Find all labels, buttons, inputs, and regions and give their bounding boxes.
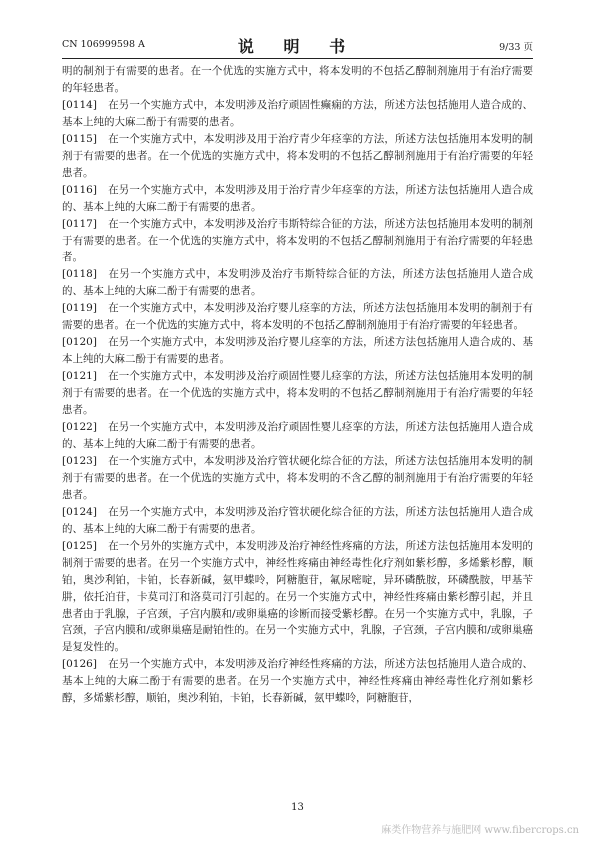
paragraph-text: 在一个另外的实施方式中，本发明涉及治疗神经性疼痛的方法，所述方法包括施用本发明的制剂于需要的患者。在另一个实施方式中，神经性疼痛由神经毒性化疗剂如紫杉醇，多烯紫杉醇，顺铂，奥沙利铂，卡铂，长春新碱，氨甲蝶呤，阿糖胞苷，氟尿嘧啶，异环磷酰胺，环磷酰胺，甲基苄肼，依托泊苷，卡莫司汀和洛莫司汀引起的。在另一个实施方式中，神经性疼痛由紫杉醇引起，并且患者由于乳腺，子宫颈，子宫内膜和/或卵巢癌的诊断而接受紫杉醇。在另一个实施方式中，乳腺，子宫颈，子宫内膜和/或卵巢癌是耐铂性的。在另一个实施方式中，乳腺，子宫颈，子宫内膜和/或卵巢癌是复发性的。 [62, 539, 533, 654]
paragraph-text: 在另一个实施方式中，本发明涉及治疗婴儿痉挛的方法，所述方法包括施用人造合成的、基本上纯的大麻二酚于有需要的患者。 [62, 336, 533, 366]
paragraph [62, 131, 533, 182]
paragraph-number: [0120] [62, 336, 97, 349]
paragraph-text: 在另一个实施方式中，本发明涉及治疗顽固性婴儿痉挛的方法，所述方法包括施用人造合成的、基本上纯的大麻二酚于有需要的患者。 [62, 421, 533, 450]
paragraph-number: [0118] [62, 268, 97, 281]
paragraph-number: [0124] [62, 505, 97, 518]
paragraph-number: [0122] [62, 421, 97, 434]
paragraph-text: 在一个实施方式中，本发明涉及治疗顽固性婴儿痉挛的方法，所述方法包括施用本发明的制剂于有需要的患者。在一个优选的实施方式中，将本发明的不包括乙醇制剂施用于有治疗需要的年轻患者。 [62, 370, 533, 417]
paragraph-number: [0117] [62, 217, 97, 230]
paragraph [62, 97, 533, 131]
paragraph-number: [0121] [62, 370, 97, 383]
paragraph [62, 266, 533, 300]
paragraph [62, 538, 533, 657]
paragraph [62, 453, 533, 504]
page-header [62, 34, 533, 56]
paragraph-list [62, 97, 533, 707]
paragraph-number: [0123] [62, 454, 97, 467]
paragraph-text: 在另一个实施方式中，本发明涉及用于治疗青少年痉挛的方法，所述方法包括施用人造合成的、基本上纯的大麻二酚于有需要的患者。 [62, 183, 533, 213]
paragraph [62, 216, 533, 267]
paragraph-text: 在一个实施方式中，本发明涉及治疗婴儿痉挛的方法，所述方法包括施用本发明的制剂于有需要的患者。在一个优选的实施方式中，将本发明的不包括乙醇制剂施用于有治疗需要的年轻患者。 [62, 302, 533, 332]
watermark: 麻类作物营养与施肥网 www.fibercrops.cn [381, 825, 579, 836]
paragraph-text: 在另一个实施方式中，本发明涉及治疗神经性疼痛的方法，所述方法包括施用人造合成的、基本上纯的大麻二酚于有需要的患者。在另一个实施方式中，神经性疼痛由神经毒性化疗剂如紫杉醇，多烯紫杉醇，顺铂，奥沙利铂，卡铂，长春新碱，氨甲蝶呤，阿糖胞苷， [62, 658, 533, 705]
paragraph [62, 368, 533, 419]
paragraph-number: [0126] [62, 658, 97, 671]
header-rule [62, 58, 533, 59]
paragraph [62, 419, 533, 453]
page-counter: 9/33 页 [499, 42, 533, 53]
paragraph-text: 在一个实施方式中，本发明涉及治疗韦斯特综合征的方法，所述方法包括施用本发明的制剂于有需要的患者。在一个优选的实施方式中，将本发明的不包括乙醇制剂施用于有治疗需要的年轻患者。 [62, 217, 533, 264]
paragraph [62, 300, 533, 334]
paragraph-number: [0114] [62, 98, 97, 111]
paragraph-text: 在另一个实施方式中，本发明涉及治疗韦斯特综合征的方法，所述方法包括施用人造合成的、基本上纯的大麻二酚于有需要的患者。 [62, 268, 533, 298]
paragraph-number: [0115] [62, 132, 97, 145]
paragraph-text: 在一个实施方式中，本发明涉及用于治疗青少年痉挛的方法，所述方法包括施用本发明的制剂于有需要的患者。在一个优选的实施方式中，将本发明的不包括乙醇制剂施用于有治疗需要的年轻患者。 [62, 132, 533, 179]
paragraph-number: [0116] [62, 183, 97, 196]
paragraph-text: 在另一个实施方式中，本发明涉及治疗管状硬化综合征的方法，所述方法包括施用人造合成的、基本上纯的大麻二酚于有需要的患者。 [62, 505, 533, 535]
paragraph-text: 在一个实施方式中，本发明涉及治疗管状硬化综合征的方法，所述方法包括施用本发明的制剂于有需要的患者。在一个优选的实施方式中，将本发明的不含乙醇的制剂施用于有治疗需要的年轻患者。 [62, 454, 533, 501]
paragraph [62, 182, 533, 216]
paragraph-number: [0125] [62, 539, 97, 552]
paragraph-text: 在另一个实施方式中，本发明涉及治疗顽固性癫痫的方法，所述方法包括施用人造合成的、基本上纯的大麻二酚于有需要的患者。 [62, 98, 533, 128]
paragraph-number: [0119] [62, 302, 97, 315]
page-number: 13 [291, 802, 304, 813]
continuation-paragraph: 明的制剂于有需要的患者。在一个优选的实施方式中，将本发明的不包括乙醇制剂施用于有治疗需要的年轻患者。 [62, 65, 533, 94]
paragraph [62, 504, 533, 538]
page-title: 说 明 书 [237, 37, 358, 56]
paragraph [62, 334, 533, 368]
document-body [62, 63, 533, 707]
document-number: CN 106999598 A [62, 39, 145, 50]
paragraph [62, 656, 533, 707]
